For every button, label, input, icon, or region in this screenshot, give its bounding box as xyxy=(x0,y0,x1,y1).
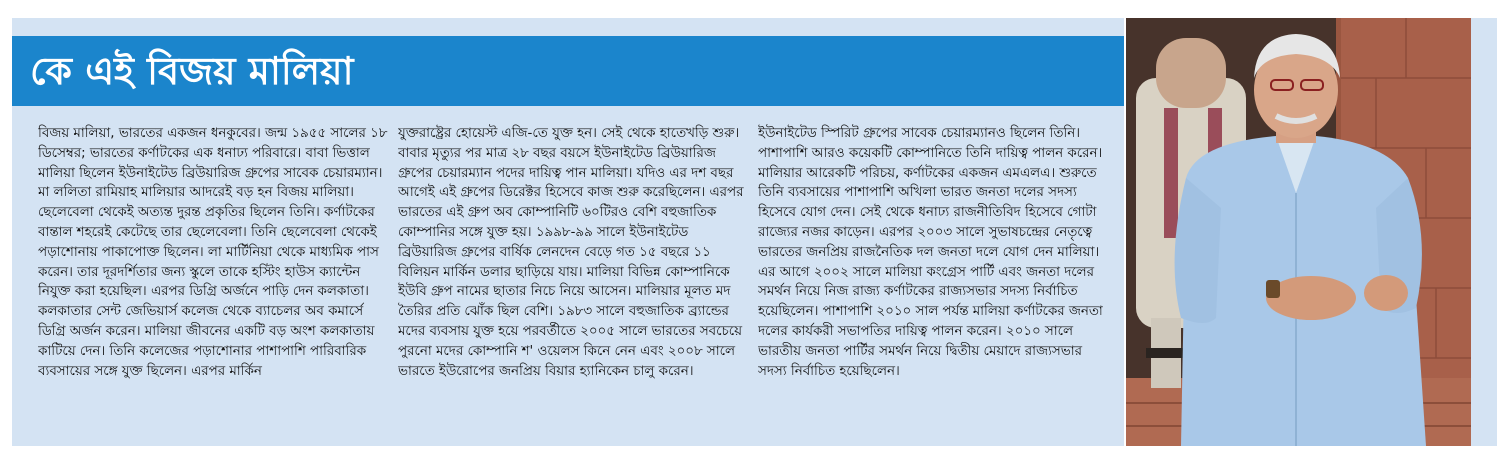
article-column-2: যুক্তরাষ্ট্রের হোয়েস্ট এজি-তে যুক্ত হন। সেই থেকে হাতেখড়ি শুরু। বাবার মৃত্যুর পর মাত্র ২৮ বছর বয়সে ইউনাইটেড ব্রিউয়ারিজ গ্রুপের চেয়ারম্যান পদের দায়িত্ব পান মালিয়া। যদিও এর দশ বছর আগেই এই গ্রুপের ডিরেক্টর হিসেবে কাজ শুরু করেছিলেন। এরপর ভারতের এই গ্রুপ অব কোম্পানিটি ৬০টিরও বেশি বহুজাতিক কোম্পানির সঙ্গে যুক্ত হয়। ১৯৯৮-৯৯ সালে ইউনাইটেড ব্রিউয়ারিজ গ্রুপের বার্ষিক লেনদেন বেড়ে গত ১৫ বছরে ১১ বিলিয়ন মার্কিন ডলার ছাড়িয়ে যায়। মালিয়া বিভিন্ন কোম্পানিকে ইউবি গ্রুপ নামের ছাতার নিচে নিয়ে আসেন। মালিয়ার মূলত মদ তৈরির প্রতি ঝোঁক ছিল বেশি। ১৯৮৩ সালে বহুজাতিক ব্র্যান্ডের মদের ব্যবসায় যুক্ত হয়ে পরবর্তীতে ২০০৫ সালে ভারতের সবচেয়ে পুরনো মদের কোম্পানি শ' ওয়েলস কিনে নেন এবং ২০০৮ সালে ভারতে ইউরোপের জনপ্রিয় বিয়ার হ্যানিকেন চালু করেন। xyxy=(398,126,744,379)
portrait-photo-icon xyxy=(1126,18,1471,446)
article-title: কে এই বিজয় মালিয়া xyxy=(30,49,354,93)
right-edge-strip xyxy=(1471,18,1497,446)
portrait-illustration xyxy=(1126,18,1471,446)
article-column-3: ইউনাইটেড স্পিরিট গ্রুপের সাবেক চেয়ারম্যানও ছিলেন তিনি। পাশাপাশি আরও কয়েকটি কোম্পানিতে তিনি দায়িত্ব পালন করেন। মালিয়ার আরেকটি পরিচয়, কর্ণাটকের একজন এমএলএ। শুরুতে তিনি ব্যবসায়ের পাশাপাশি অখিলা ভারত জনতা দলের সদস্য হিসেবে যোগ দেন। সেই থেকে ধনাঢ্য রাজনীতিবিদ হিসেবে গোটা রাজ্যের নজর কাড়েন। এরপর ২০০৩ সালে সুভাষচন্দ্রের নেতৃত্বে ভারতের জনপ্রিয় রাজনৈতিক দল জনতা দলে যোগ দেন মালিয়া। এর আগে ২০০২ সালে মালিয়া কংগ্রেস পার্টি এবং জনতা দলের সমর্থন নিয়ে নিজ রাজ্য কর্ণাটকের রাজ্যসভার সদস্য নির্বাচিত হয়েছিলেন। পাশাপাশি ২০১০ সাল পর্যন্ত মালিয়া কর্ণাটকের জনতা দলের কার্যকরী সভাপতির দায়িত্ব পালন করেন। ২০১০ সালে ভারতীয় জনতা পার্টির সমর্থন নিয়ে দ্বিতীয় মেয়াদে রাজ্যসভার সদস্য নির্বাচিত হয়েছিলেন। xyxy=(758,126,1103,379)
article-column-1: বিজয় মালিয়া, ভারতের একজন ধনকুবের। জন্ম ১৯৫৫ সালের ১৮ ডিসেম্বর; ভারতের কর্ণাটকের এক ধনাঢ্য পরিবারে। বাবা ভিত্তাল মালিয়া ছিলেন ইউনাইটেড ব্রিউয়ারিজ গ্রুপের সাবেক চেয়ারম্যান। মা ললিতা রামিয়াহ মালিয়ার আদরেই বড় হন বিজয় মালিয়া। ছেলেবেলা থেকেই অত্যন্ত দুরন্ত প্রকৃতির ছিলেন তিনি। কর্ণাটকের বান্তাল শহরেই কেটেছে তার ছেলেবেলা। তিনি ছেলেবেলা থেকেই পড়াশোনায় পাকাপোক্ত ছিলেন। লা মার্টিনিয়া থেকে মাধ্যমিক পাস করেন। তার দূরদর্শিতার জন্য স্কুলে তাকে হস্টিং হাউস ক্যান্টেন নিযুক্ত করা হয়েছিল। এরপর ডিগ্রি অর্জনে পাড়ি দেন কলকাতা। কলকাতার সেন্ট জেভিয়ার্স কলেজ থেকে ব্যাচেলর অব কমার্সে ডিগ্রি অর্জন করেন। মালিয়া জীবনের একটি বড় অংশ কলকাতায় কাটিয়ে দেন। তিনি কলেজের পড়াশোনার পাশাপাশি পারিবারিক ব্যবসায়ের সঙ্গে যুক্ত ছিলেন। এরপর মার্কিন xyxy=(38,126,388,379)
